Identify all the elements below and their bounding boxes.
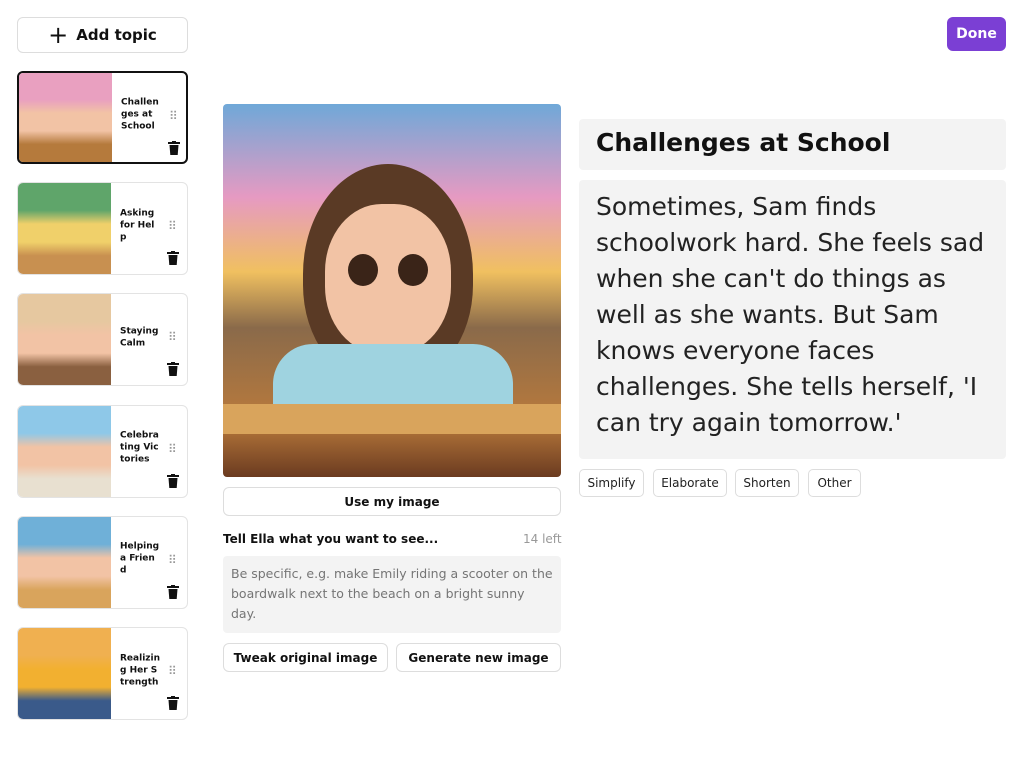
prompt-input[interactable] <box>223 556 561 633</box>
topic-thumbnail <box>18 294 111 385</box>
drag-handle-icon[interactable]: ⠿ <box>168 219 175 234</box>
other-button[interactable]: Other <box>808 469 861 497</box>
topic-card[interactable] <box>17 627 188 720</box>
topic-thumbnail <box>18 517 111 608</box>
trash-icon[interactable] <box>168 141 180 155</box>
trash-icon[interactable] <box>167 251 179 265</box>
shorten-button[interactable]: Shorten <box>735 469 799 497</box>
drag-handle-icon[interactable]: ⠿ <box>168 552 175 567</box>
page-text[interactable]: Sometimes, Sam finds schoolwork hard. She feels sad when she can't do things as well as she wants. But Sam knows everyone faces challenges. She tells herself, 'I can try again tomorrow.' <box>579 180 1006 459</box>
drag-handle-icon[interactable]: ⠿ <box>168 664 175 678</box>
topic-title: Staying Calm <box>120 326 159 349</box>
topic-thumbnail <box>18 183 111 274</box>
topic-thumbnail <box>18 406 111 497</box>
generate-new-image-button[interactable]: Generate new image <box>396 643 561 672</box>
drag-handle-icon[interactable]: ⠿ <box>168 330 175 345</box>
topic-card[interactable] <box>17 516 188 609</box>
topic-thumbnail <box>18 628 111 719</box>
done-button[interactable]: Done <box>947 17 1006 51</box>
tweak-original-image-button[interactable]: Tweak original image <box>223 643 388 672</box>
drag-handle-icon[interactable]: ⠿ <box>168 441 175 456</box>
topic-title: Challenges at School <box>121 96 159 131</box>
topic-card[interactable] <box>17 405 188 498</box>
drag-handle-icon[interactable]: ⠿ <box>169 109 176 123</box>
trash-icon[interactable] <box>167 696 179 710</box>
topic-title: Realizing Her Strength <box>120 652 161 687</box>
topic-title: Celebrating Victories <box>120 430 159 465</box>
topic-title: Asking for Help <box>120 208 155 243</box>
use-my-image-button[interactable]: Use my image <box>223 487 561 516</box>
plus-icon: + <box>48 21 69 49</box>
topic-title: Helping a Friend <box>120 541 160 576</box>
topic-card[interactable] <box>17 182 188 275</box>
elaborate-button[interactable]: Elaborate <box>653 469 727 497</box>
simplify-button[interactable]: Simplify <box>579 469 644 497</box>
topic-card[interactable] <box>17 293 188 386</box>
remaining-count: 14 left <box>523 532 562 546</box>
trash-icon[interactable] <box>167 585 179 599</box>
trash-icon[interactable] <box>167 362 179 376</box>
page-title[interactable]: Challenges at School <box>579 119 1006 170</box>
topic-thumbnail <box>19 73 112 162</box>
add-topic-button[interactable]: + Add topic <box>17 17 188 53</box>
prompt-label: Tell Ella what you want to see... <box>223 532 439 546</box>
page-illustration <box>223 104 561 477</box>
topic-card[interactable] <box>17 71 188 164</box>
trash-icon[interactable] <box>167 474 179 488</box>
